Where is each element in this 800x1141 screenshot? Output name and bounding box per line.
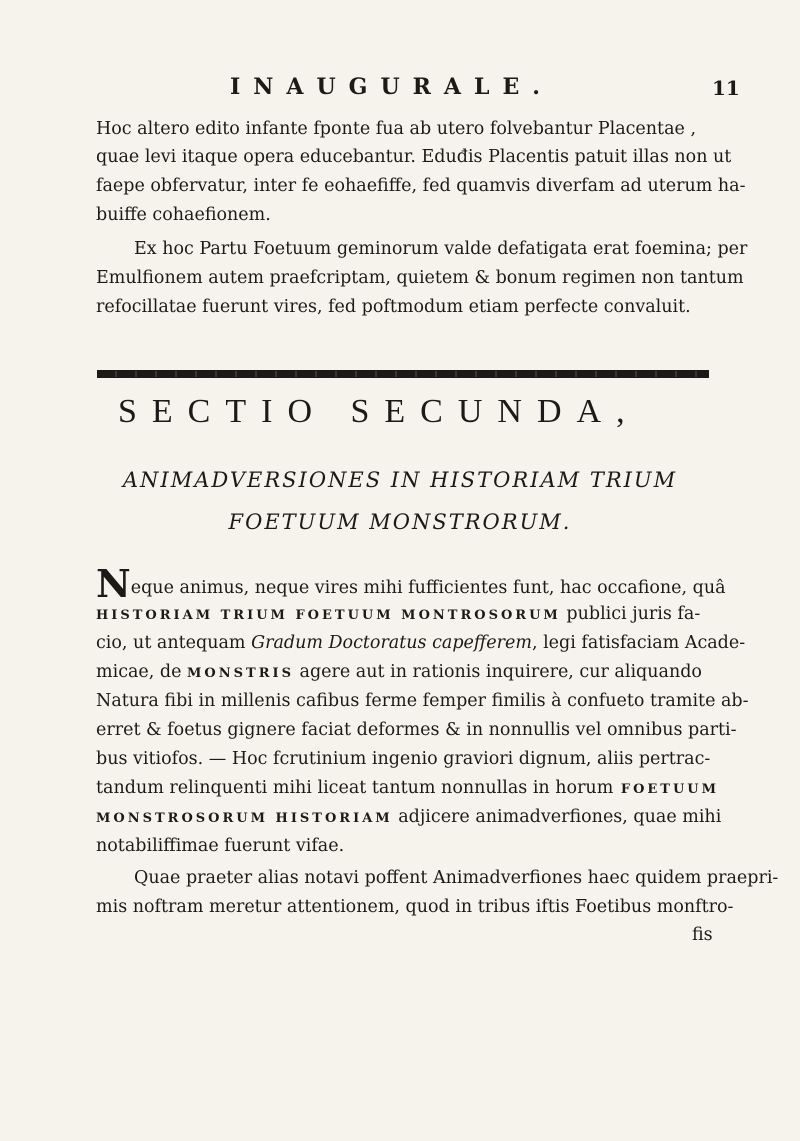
- text-line: tandum relinquenti mihi liceat tantum nonnullas in horum FOETUUM: [96, 778, 720, 798]
- section-subtitle-line-2: FOETUUM MONSTRORUM.: [228, 510, 572, 534]
- italic-text: Gradum Doctoratus capefferem: [251, 633, 532, 653]
- text-line: Quae praeter alias notavi poffent Animadverfiones haec quidem praepri-: [134, 868, 779, 888]
- text-line: MONSTROSORUM HISTORIAM adjicere animadverfiones, quae mihi: [96, 807, 722, 827]
- text-line: notabiliffimae fuerunt vifae.: [96, 836, 345, 856]
- text-line: erret & foetus gignere faciat deformes & in nonnullis vel omnibus parti-: [96, 720, 737, 740]
- ornamental-rule: [97, 370, 709, 378]
- text-line: refocillatae fuerunt vires, fed poftmodum etiam perfecte convaluit.: [96, 297, 691, 317]
- text-line: bus vitiofos. — Hoc fcrutinium ingenio graviori dignum, aliis pertrac-: [96, 749, 711, 769]
- text-line: quae levi itaque opera educebantur. Eduđis Placentis patuit illas non ut: [96, 147, 732, 167]
- small-caps-text: MONSTROSORUM HISTORIAM: [96, 811, 393, 826]
- section-subtitle-line-1: ANIMADVERSIONES IN HISTORIAM TRIUM: [122, 468, 678, 492]
- small-caps-text: HISTORIAM TRIUM FOETUUM MONTROSORUM: [96, 608, 561, 623]
- running-title: INAUGURALE.: [230, 74, 553, 100]
- text-line: Emulfionem autem praefcriptam, quietem & bonum regimen non tantum: [96, 268, 744, 288]
- text-line: faepe obfervatur, inter fe eohaefiffe, fed quamvis diverfam ad uterum ha-: [96, 176, 746, 196]
- small-caps-text: FOETUUM: [613, 782, 720, 797]
- text-line: Natura fibi in millenis cafibus ferme femper fimilis à confueto tramite ab-: [96, 691, 749, 711]
- text-line: HISTORIAM TRIUM FOETUUM MONTROSORUM publici juris fa-: [96, 604, 701, 624]
- text-line: micae, de MONSTRIS agere aut in rationis inquirere, cur aliquando: [96, 662, 702, 682]
- text-line: buiffe cohaefionem.: [96, 205, 271, 225]
- text-line: cio, ut antequam Gradum Doctoratus capefferem, legi fatisfaciam Acade-: [96, 633, 746, 653]
- page-number: 11: [712, 76, 740, 100]
- section-title: SECTIO SECUNDA,: [118, 393, 640, 430]
- small-caps-text: MONSTRIS: [187, 666, 294, 681]
- text-line: Ex hoc Partu Foetuum geminorum valde defatigata erat foemina; per: [134, 239, 748, 259]
- text-line: Neque animus, neque vires mihi fufficientes funt, hac occafione, quâ: [96, 561, 726, 606]
- running-head: [0, 74, 800, 114]
- drop-cap: N: [96, 561, 131, 606]
- catchword: fis: [692, 925, 713, 945]
- text-line: mis noftram meretur attentionem, quod in tribus iftis Foetibus monftro-: [96, 897, 734, 917]
- text-line: Hoc altero edito infante fponte fua ab utero folvebantur Placentae ,: [96, 119, 697, 139]
